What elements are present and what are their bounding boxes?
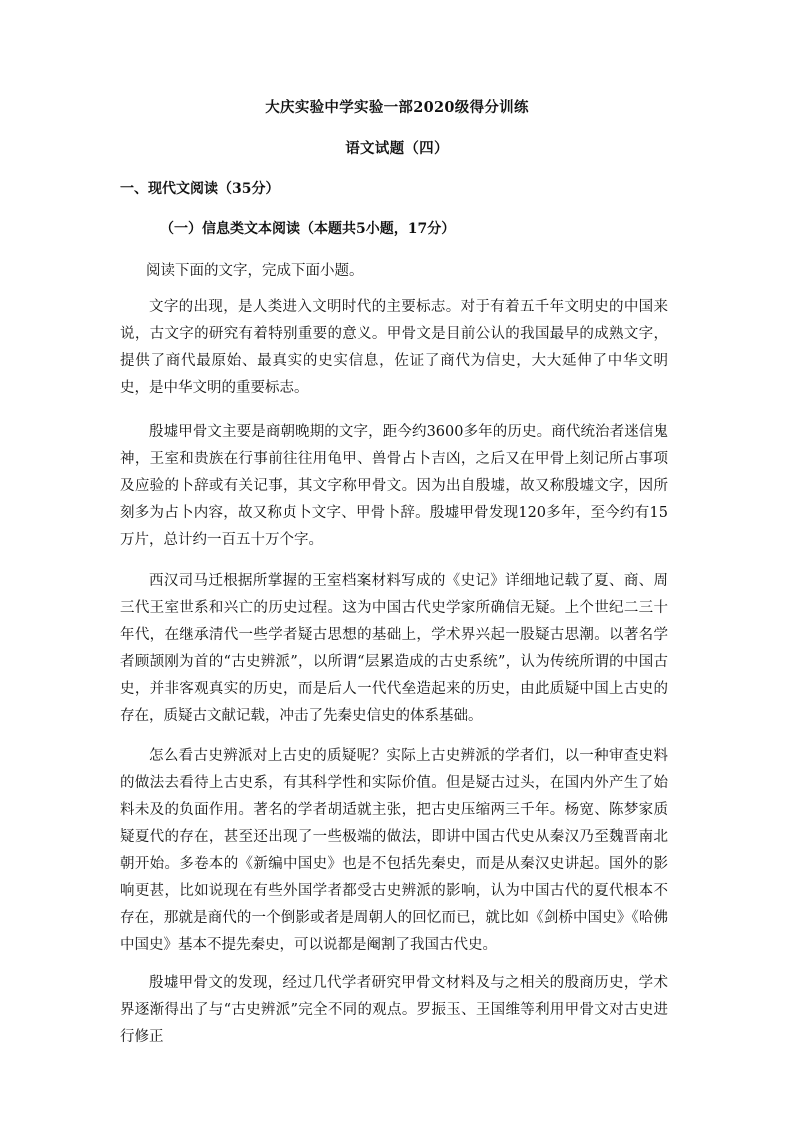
exam-subtitle: 语文试题（四） bbox=[345, 140, 449, 157]
paragraph-4: 怎么看古史辨派对上古史的质疑呢？实际上古史辨派的学者们，以一种审查史料的做法去看待上古史系，有其科学性和实际价值。但是疑古过头，在国内外产生了始料未及的负面作用。著名的学者胡适就主张，把古史压缩两三千年。杨宽、陈梦家质疑夏代的存在，甚至还出现了一些极端的做法，即讲中国古代史从秦汉乃至魏晋南北朝开始。多卷本的《新编中国史》也是不包括先秦史，而是从秦汉史讲起。国外的影响更甚，比如说现在有些外国学者都受古史辨派的影响，认为中国古代的夏代根本不存在，那就是商代的一个倒影或者是周朝人的回忆而已，就比如《剑桥中国史》《哈佛中国史》基本不提先秦史，可以说都是阉割了我国古代史。 bbox=[120, 748, 668, 953]
exam-title: 大庆实验中学实验一部2020级得分训练 bbox=[265, 99, 529, 116]
section-heading: 一、现代文阅读（35分） bbox=[120, 181, 280, 197]
paragraph-2: 殷墟甲骨文主要是商朝晚期的文字，距今约3600多年的历史。商代统治者迷信鬼神，王室和贵族在行事前往往用龟甲、兽骨占卜吉凶，之后又在甲骨上刻记所占事项及应验的卜辞或有关记事，其文字称甲骨文。因为出自殷墟，故又称殷墟文字，因所刻多为占卜内容，故又称贞卜文字、甲骨卜辞。殷墟甲骨发现120多年，至今约有15万片，总计约一百五十万个字。 bbox=[120, 424, 668, 548]
paragraph-3: 西汉司马迁根据所掌握的王室档案材料写成的《史记》详细地记载了夏、商、周三代王室世系和兴亡的历史过程。这为中国古代史学家所确信无疑。上个世纪二三十年代，在继承清代一些学者疑古思想的基础上，学术界兴起一股疑古思潮。以著名学者顾颉刚为首的“古史辨派”，以所谓“层累造成的古史系统”，认为传统所谓的中国古史，并非客观真实的历史，而是后人一代代垒造起来的历史，由此质疑中国上古史的存在，质疑古文献记载，冲击了先秦史信史的体系基础。 bbox=[120, 573, 668, 724]
subsection-heading: （一）信息类文本阅读（本题共5小题，17分） bbox=[160, 221, 456, 237]
paragraph-5: 殷墟甲骨文的发现，经过几代学者研究甲骨文材料及与之相关的殷商历史，学术界逐渐得出了与“古史辨派”完全不同的观点。罗振玉、王国维等利用甲骨文对古史进行修正 bbox=[120, 975, 668, 1045]
paragraph-1: 文字的出现，是人类进入文明时代的主要标志。对于有着五千年文明史的中国来说，古文字的研究有着特别重要的意义。甲骨文是目前公认的我国最早的成熟文字，提供了商代最原始、最真实的史实信息，佐证了商代为信史，大大延伸了中华文明史，是中华文明的重要标志。 bbox=[120, 299, 668, 396]
reading-instruction: 阅读下面的文字，完成下面小题。 bbox=[146, 263, 364, 279]
